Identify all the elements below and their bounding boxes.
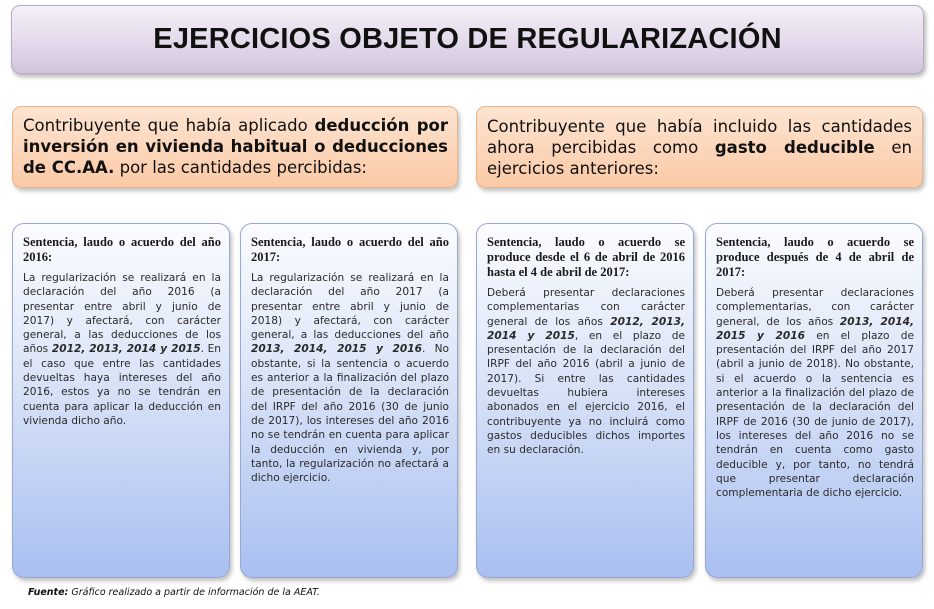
card-text: Deberá presentar declaraciones complementarias, con carácter general, de los años <box>716 287 914 328</box>
title-banner <box>11 5 924 74</box>
card-sentencia-2016 <box>12 223 230 578</box>
card-sentencia-despues-abril-2017 <box>705 223 923 578</box>
header-text-part: Contribuyente que había aplicado <box>23 116 315 135</box>
header-deduccion-vivienda <box>12 106 458 188</box>
card-text: , en el plazo de presentación de la declaración del IRPF del año 2016 (abril a junio de 2017). Si entre las cantidades devueltas hubiera intereses abonados en el ejercicio 2016, el contribuyente ya no incluirá como gastos deducibles dichos importes en su declaración. <box>487 329 685 457</box>
header-text-part: por las cantidades percibidas: <box>114 158 367 177</box>
header-highlight: gasto deducible <box>714 138 875 157</box>
page-title: EJERCICIOS OBJETO DE REGULARIZACIÓN <box>153 23 782 55</box>
card-sentencia-abril-2016-2017 <box>476 223 694 578</box>
card-title: Sentencia, laudo o acuerdo del año 2017: <box>251 235 449 264</box>
source-text: Gráfico realizado a partir de información de la AEAT. <box>68 587 320 598</box>
card-text: en el plazo de presentación del IRPF del año 2017 (abril a junio de 2018). No obstante, si el acuerdo o la sentencia es anterior a la finalización del plazo de presentación de la declaración del IRPF de 2016 (30 de junio de 2017), los intereses del año 2016 no se tendrán en cuenta como gasto deducible y, por tanto, no tendrá que presentar declaración complementaria de dicho ejercicio. <box>716 329 914 500</box>
card-body <box>716 286 914 500</box>
header-highlight: deducción por inversión en vivienda habitual o deducciones de CC.AA. <box>23 116 448 177</box>
card-body <box>487 286 685 458</box>
header-gasto-deducible <box>476 106 923 188</box>
card-text: La regularización se realizará en la declaración del año 2016 (a presentar entre abril y junio de 2017) y afectará, con carácter general, a las deducciones de los años <box>23 272 221 356</box>
card-years: 2012, 2013, 2014 y 2015 <box>51 343 201 356</box>
card-sentencia-2017 <box>240 223 458 578</box>
card-text: . En el caso que entre las cantidades devueltas haya intereses del año 2016, estos ya no se tendrán en cuenta para aplicar la deducción en vivienda dicho año. <box>23 343 221 427</box>
card-body <box>23 271 221 428</box>
card-text: . No obstante, si la sentencia o acuerdo es anterior a la finalización del plazo de presentación de la declaración del IRPF del año 2016 (30 de junio de 2017), los intereses del año 2016 no se tendrán en cuenta para aplicar la deducción en vivienda y, por tanto, la regularización no afectará a dicho ejercicio. <box>251 343 449 485</box>
card-body <box>251 271 449 485</box>
source-label: Fuente: <box>28 587 69 598</box>
card-text: Deberá presentar declaraciones complementarias con carácter general de los años <box>487 287 685 328</box>
card-title: Sentencia, laudo o acuerdo del año 2016: <box>23 235 221 264</box>
source-note <box>28 587 320 598</box>
header-text-part: en ejercicios anteriores: <box>487 138 912 178</box>
card-title: Sentencia, laudo o acuerdo se produce después de 4 de abril de 2017: <box>716 235 914 279</box>
card-title: Sentencia, laudo o acuerdo se produce desde el 6 de abril de 2016 hasta el 4 de abril de 2017: <box>487 235 685 279</box>
card-years: 2013, 2014, 2015 y 2016 <box>251 343 422 356</box>
card-text: La regularización se realizará en la declaración del año 2017 (a presentar entre abril y junio de 2018) y afectará, con carácter general, a las deducciones del año <box>251 272 449 342</box>
card-years: 2012, 2013, 2014 y 2015 <box>487 315 685 342</box>
card-years: 2013, 2014, 2015 y 2016 <box>716 315 914 342</box>
header-text-part: Contribuyente que había incluido las cantidades ahora percibidas como <box>487 117 912 157</box>
